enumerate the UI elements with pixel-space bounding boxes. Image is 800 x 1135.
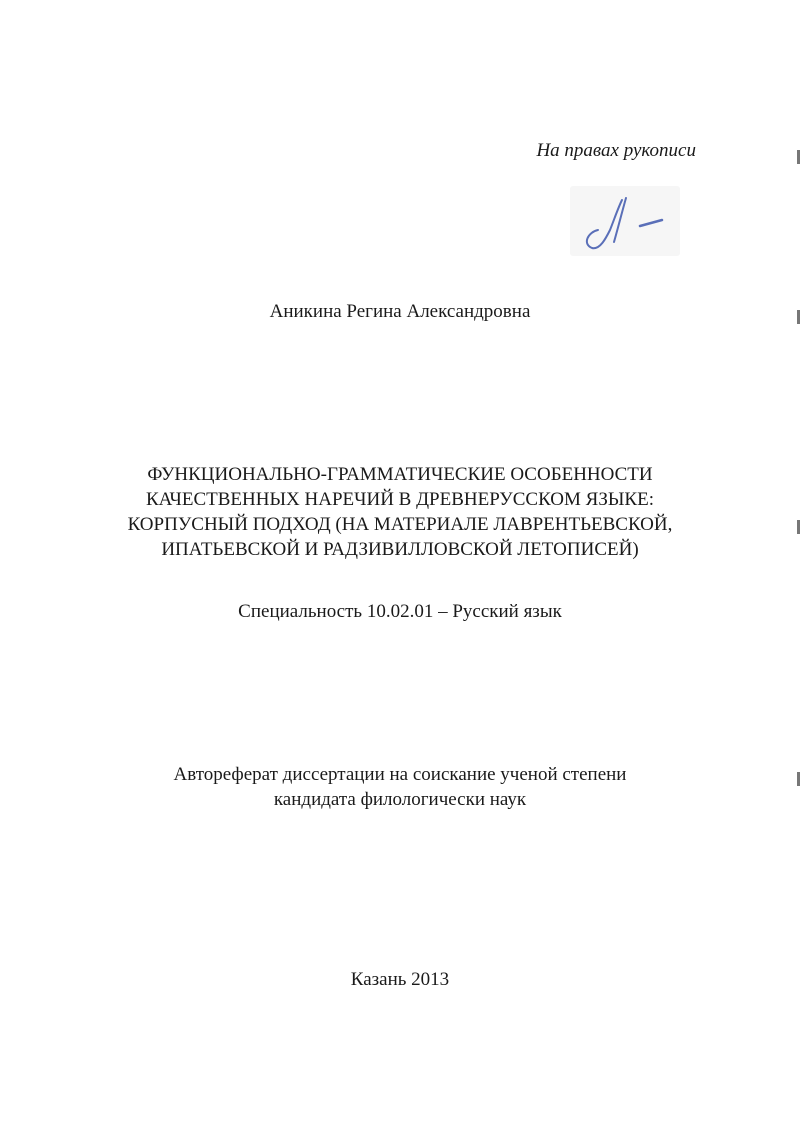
signature-mark bbox=[570, 186, 680, 256]
specialty-line: Специальность 10.02.01 – Русский язык bbox=[238, 601, 562, 622]
title-line: ФУНКЦИОНАЛЬНО-ГРАММАТИЧЕСКИЕ ОСОБЕННОСТИ bbox=[147, 464, 653, 485]
title-line: ИПАТЬЕВСКОЙ И РАДЗИВИЛЛОВСКОЙ ЛЕТОПИСЕЙ) bbox=[161, 539, 639, 560]
abstract-line: Автореферат диссертации на соискание ученой степени bbox=[173, 764, 627, 785]
title-line: КАЧЕСТВЕННЫХ НАРЕЧИЙ В ДРЕВНЕРУССКОМ ЯЗЫКЕ: bbox=[146, 489, 654, 510]
author-name: Аникина Регина Александровна bbox=[269, 301, 531, 322]
place-and-year: Казань 2013 bbox=[350, 969, 450, 990]
manuscript-rights-stamp: На правах рукописи bbox=[536, 140, 696, 161]
title-line: КОРПУСНЫЙ ПОДХОД (НА МАТЕРИАЛЕ ЛАВРЕНТЬЕВСКОЙ, bbox=[127, 514, 673, 535]
dissertation-title bbox=[60, 462, 740, 562]
abstract-description bbox=[0, 762, 800, 812]
abstract-line: кандидата филологически наук bbox=[273, 789, 527, 810]
handwritten-signature bbox=[570, 186, 680, 256]
